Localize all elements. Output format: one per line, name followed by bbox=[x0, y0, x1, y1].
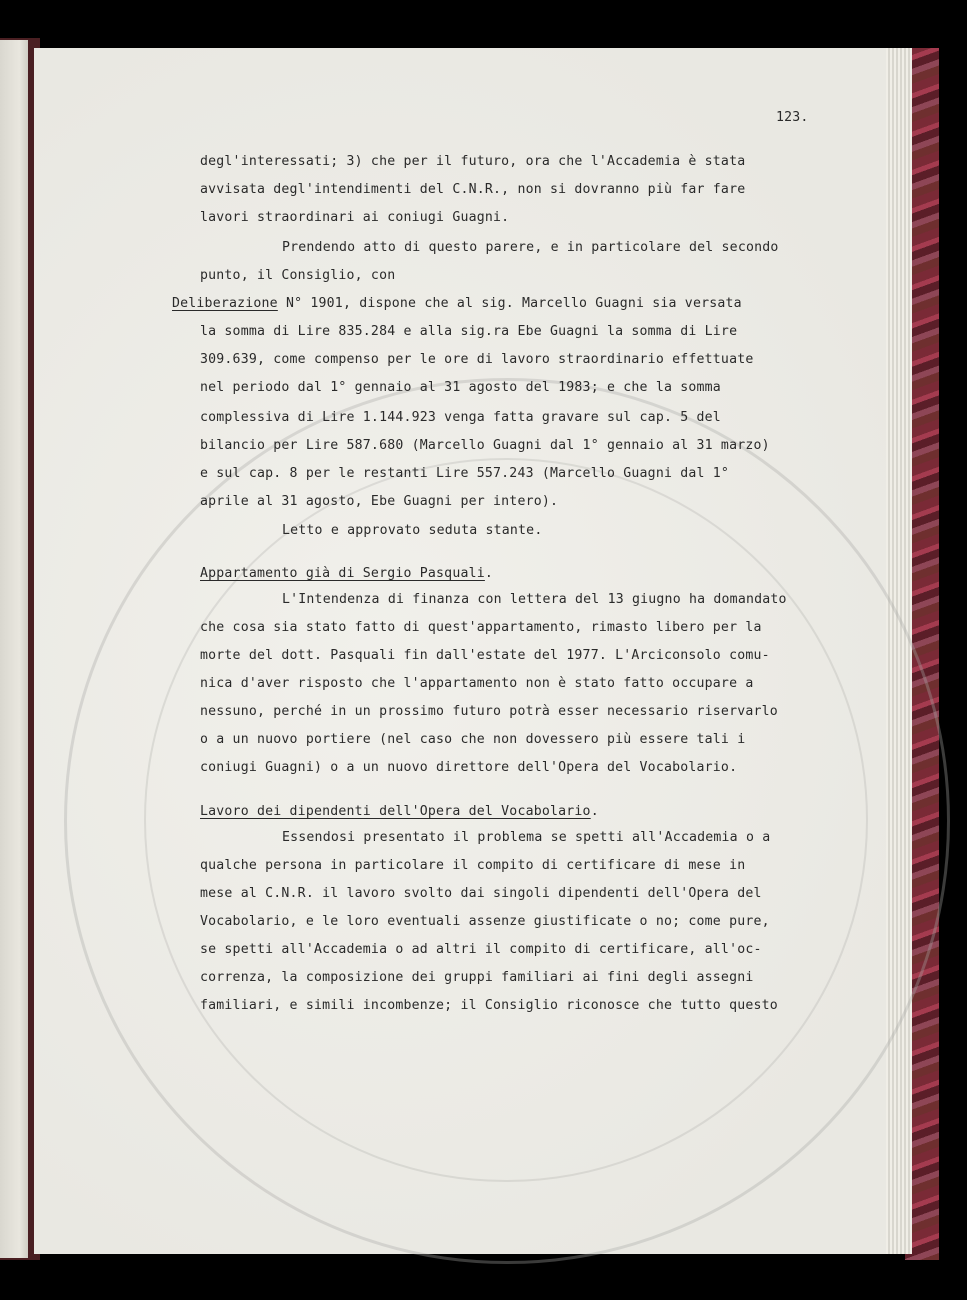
text-line: degl'interessati; 3) che per il futuro, ora che l'Accademia è stata bbox=[200, 154, 746, 169]
deliberazione-first-text: N° 1901, dispone che al sig. Marcello Guagni sia versata bbox=[277, 296, 742, 311]
text-line: qualche persona in particolare il compito di certificare di mese in bbox=[200, 858, 746, 873]
text-line: o a un nuovo portiere (nel caso che non dovessero più essere tali i bbox=[200, 732, 746, 747]
text-line: correnza, la composizione dei gruppi familiari ai fini degli assegni bbox=[200, 970, 754, 985]
text-line: nessuno, perché in un prossimo futuro potrà esser necessario riservarlo bbox=[200, 704, 778, 719]
text-line: familiari, e simili incombenze; il Consiglio riconosce che tutto questo bbox=[200, 998, 778, 1013]
text-line: bilancio per Lire 587.680 (Marcello Guagni dal 1° gennaio al 31 marzo) bbox=[200, 438, 770, 453]
text-line: Essendosi presentato il problema se spetti all'Accademia o a bbox=[282, 830, 771, 845]
page-number: 123. bbox=[776, 110, 809, 125]
text-line: 309.639, come compenso per le ore di lavoro straordinario effettuate bbox=[200, 352, 754, 367]
text-line: se spetti all'Accademia o ad altri il compito di certificare, all'oc- bbox=[200, 942, 762, 957]
approved-line: Letto e approvato seduta stante. bbox=[282, 523, 543, 538]
deliberazione-label: Deliberazione bbox=[172, 296, 278, 311]
text-line: complessiva di Lire 1.144.923 venga fatta gravare sul cap. 5 del bbox=[200, 410, 721, 425]
text-line: punto, il Consiglio, con bbox=[200, 268, 396, 283]
text-line: coniugi Guagni) o a un nuovo direttore dell'Opera del Vocabolario. bbox=[200, 760, 738, 775]
text-line: lavori straordinari ai coniugi Guagni. bbox=[200, 210, 510, 225]
section-heading-appartamento: Appartamento già di Sergio Pasquali. bbox=[200, 566, 494, 581]
text-line: avvisata degl'intendimenti del C.N.R., non si dovranno più far fare bbox=[200, 182, 746, 197]
text-line: aprile al 31 agosto, Ebe Guagni per intero). bbox=[200, 494, 559, 509]
facing-page-edge bbox=[0, 40, 28, 1258]
text-line: e sul cap. 8 per le restanti Lire 557.243 (Marcello Guagni dal 1° bbox=[200, 466, 730, 481]
text-line: Vocabolario, e le loro eventuali assenze giustificate o no; come pure, bbox=[200, 914, 770, 929]
deliberazione-line bbox=[172, 296, 742, 311]
text-line: nel periodo dal 1° gennaio al 31 agosto del 1983; e che la somma bbox=[200, 380, 721, 395]
text-line: L'Intendenza di finanza con lettera del 13 giugno ha domandato bbox=[282, 592, 787, 607]
section-heading-lavoro: Lavoro dei dipendenti dell'Opera del Vocabolario. bbox=[200, 804, 599, 819]
text-line: che cosa sia stato fatto di quest'appartamento, rimasto libero per la bbox=[200, 620, 762, 635]
text-line: morte del dott. Pasquali fin dall'estate del 1977. L'Arciconsolo comu- bbox=[200, 648, 770, 663]
text-line: Prendendo atto di questo parere, e in particolare del secondo bbox=[282, 240, 779, 255]
text-line: la somma di Lire 835.284 e alla sig.ra Ebe Guagni la somma di Lire bbox=[200, 324, 738, 339]
text-line: nica d'aver risposto che l'appartamento non è stato fatto occupare a bbox=[200, 676, 754, 691]
text-line: mese al C.N.R. il lavoro svolto dai singoli dipendenti dell'Opera del bbox=[200, 886, 762, 901]
